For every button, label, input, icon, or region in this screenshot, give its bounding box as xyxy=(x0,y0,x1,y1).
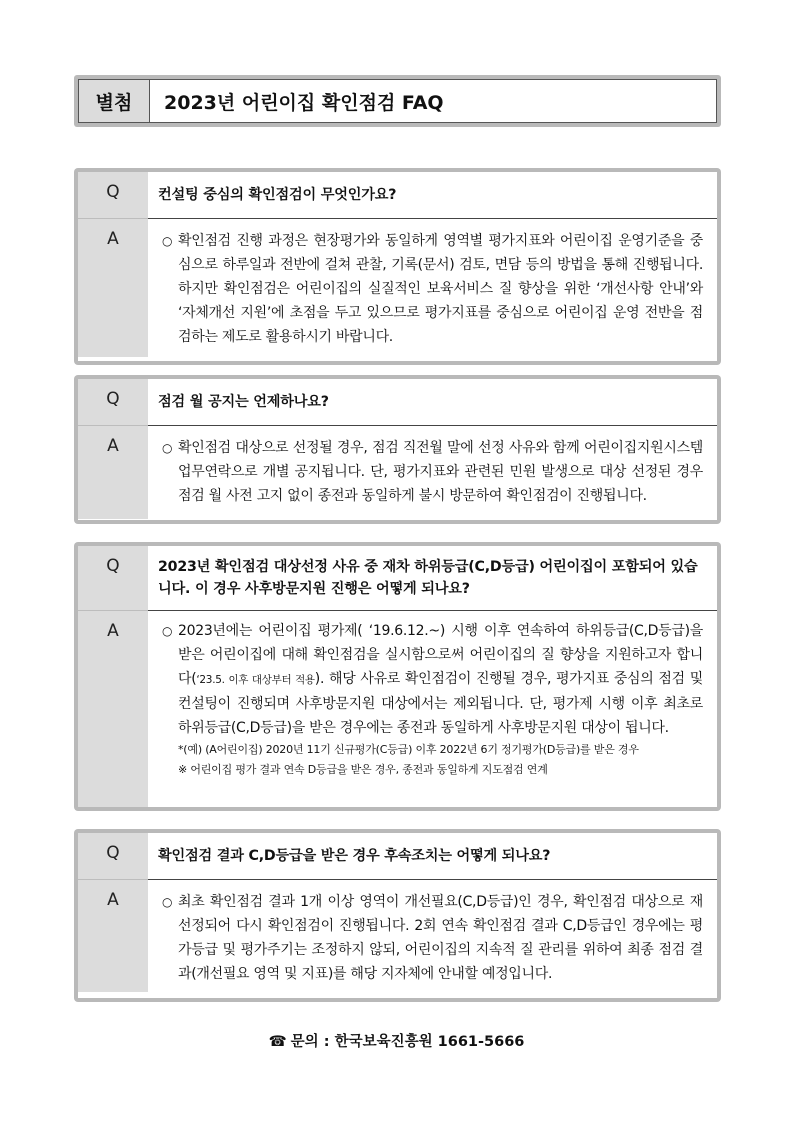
faq-item-2 xyxy=(74,375,721,524)
question-text: 점검 월 공지는 언제하나요? xyxy=(148,379,717,426)
question-row xyxy=(78,546,717,611)
question-row xyxy=(78,379,717,426)
contact-text: 문의 : 한국보육진흥원 1661-5666 xyxy=(290,1034,525,1050)
bullet: ○ xyxy=(162,441,173,455)
q-label: Q xyxy=(78,546,148,611)
answer-text: ○ 2023년에는 어린이집 평가제( ‘19.6.12.~) 시행 이후 연속하여 하위등급(C,D등급)을 받은 어린이집에 대해 확인점검을 실시함으로써 어린이집의 질 향상을 지원하고자 합니다(‘23.5. 이후 대상부터 적용). 해당 사유로 확인점검이 진행될 경우, 평가지표 중심의 점검 및 컨설팅이 진행되며 사후방문지원 대상에서는 제외됩니다. 단, 평가제 시행 이후 최초로 하위등급(C,D등급)을 받은 경우에는 종전과 동일하게 사후방문지원 대상이 됩니다. *(예) (A어린이집) 2020년 11기 신규평가(C등급) 이후 2022년 6기 정기평가(D등급)를 받은 경우 ※ 어린이집 평가 결과 연속 D등급을 받은 경우, 종전과 동일하게 지도점검 연계 xyxy=(148,611,717,807)
answer-row xyxy=(78,611,717,807)
answer-text: ○ 확인점검 진행 과정은 현장평가와 동일하게 영역별 평가지표와 어린이집 운영기준을 중심으로 하루일과 전반에 걸쳐 관찰, 기록(문서) 검토, 면담 등의 방법을 통해 진행됩니다. 하지만 확인점검은 어린이집의 실질적인 보육서비스 질 향상을 위한 ‘개선사항 안내’와 ‘자체개선 지원’에 초점을 두고 있으므로 평가지표를 중심으로 어린이집 운영 전반을 점검하는 제도로 활용하시기 바랍니다. xyxy=(148,219,717,361)
bullet: ○ xyxy=(162,234,173,248)
question-row xyxy=(78,833,717,880)
applicable-note: ‘23.5. 이후 대상부터 적용 xyxy=(196,674,315,686)
contact-footer xyxy=(0,1030,793,1051)
answer-row xyxy=(78,426,717,520)
q-label: Q xyxy=(78,379,148,426)
a-label: A xyxy=(78,219,148,357)
question-row xyxy=(78,172,717,219)
q-label: Q xyxy=(78,172,148,219)
answer-row xyxy=(78,880,717,998)
answer-text: ○ 최초 확인점검 결과 1개 이상 영역이 개선필요(C,D등급)인 경우, 확인점검 대상으로 재선정되어 다시 확인점검이 진행됩니다. 2회 연속 확인점검 결과 C,D등급인 경우에는 평가등급 및 평가주기는 조정하지 않되, 어린이집의 지속적 질 관리를 위하여 최종 점검 결과(개선필요 영역 및 지표)를 해당 지자체에 안내할 예정입니다. xyxy=(148,880,717,998)
example-note: *(예) (A어린이집) 2020년 11기 신규평가(C등급) 이후 2022년 6기 정기평가(D등급)를 받은 경우 xyxy=(178,743,639,756)
title-box xyxy=(74,75,721,127)
question-text: 확인점검 결과 C,D등급을 받은 경우 후속조치는 어떻게 되나요? xyxy=(148,833,717,880)
faq-item-3 xyxy=(74,542,721,811)
question-text: 컨설팅 중심의 확인점검이 무엇인가요? xyxy=(148,172,717,219)
a-label: A xyxy=(78,880,148,992)
telephone-icon: ☎ xyxy=(268,1034,287,1050)
page-title: 2023년 어린이집 확인점검 FAQ xyxy=(164,91,444,114)
q-label: Q xyxy=(78,833,148,880)
question-text: 2023년 확인점검 대상선정 사유 중 재차 하위등급(C,D등급) 어린이집이 포함되어 있습니다. 이 경우 사후방문지원 진행은 어떻게 되나요? xyxy=(148,546,717,611)
bullet: ○ xyxy=(162,624,173,638)
title-inner xyxy=(78,79,717,123)
answer-row xyxy=(78,219,717,361)
a-label: A xyxy=(78,426,148,519)
reference-note: ※ 어린이집 평가 결과 연속 D등급을 받은 경우, 종전과 동일하게 지도점검 연계 xyxy=(178,763,548,776)
answer-text: ○ 확인점검 대상으로 선정될 경우, 점검 직전월 말에 선정 사유와 함께 어린이집지원시스템 업무연락으로 개별 공지됩니다. 단, 평가지표와 관련된 민원 발생으로 대상 선정된 경우 점검 월 사전 고지 없이 종전과 동일하게 불시 방문하여 확인점검이 진행됩니다. xyxy=(148,426,717,520)
a-label: A xyxy=(78,611,148,807)
faq-item-4 xyxy=(74,829,721,1002)
title-label: 별첨 xyxy=(79,80,150,122)
faq-item-1 xyxy=(74,168,721,365)
bullet: ○ xyxy=(162,895,173,909)
